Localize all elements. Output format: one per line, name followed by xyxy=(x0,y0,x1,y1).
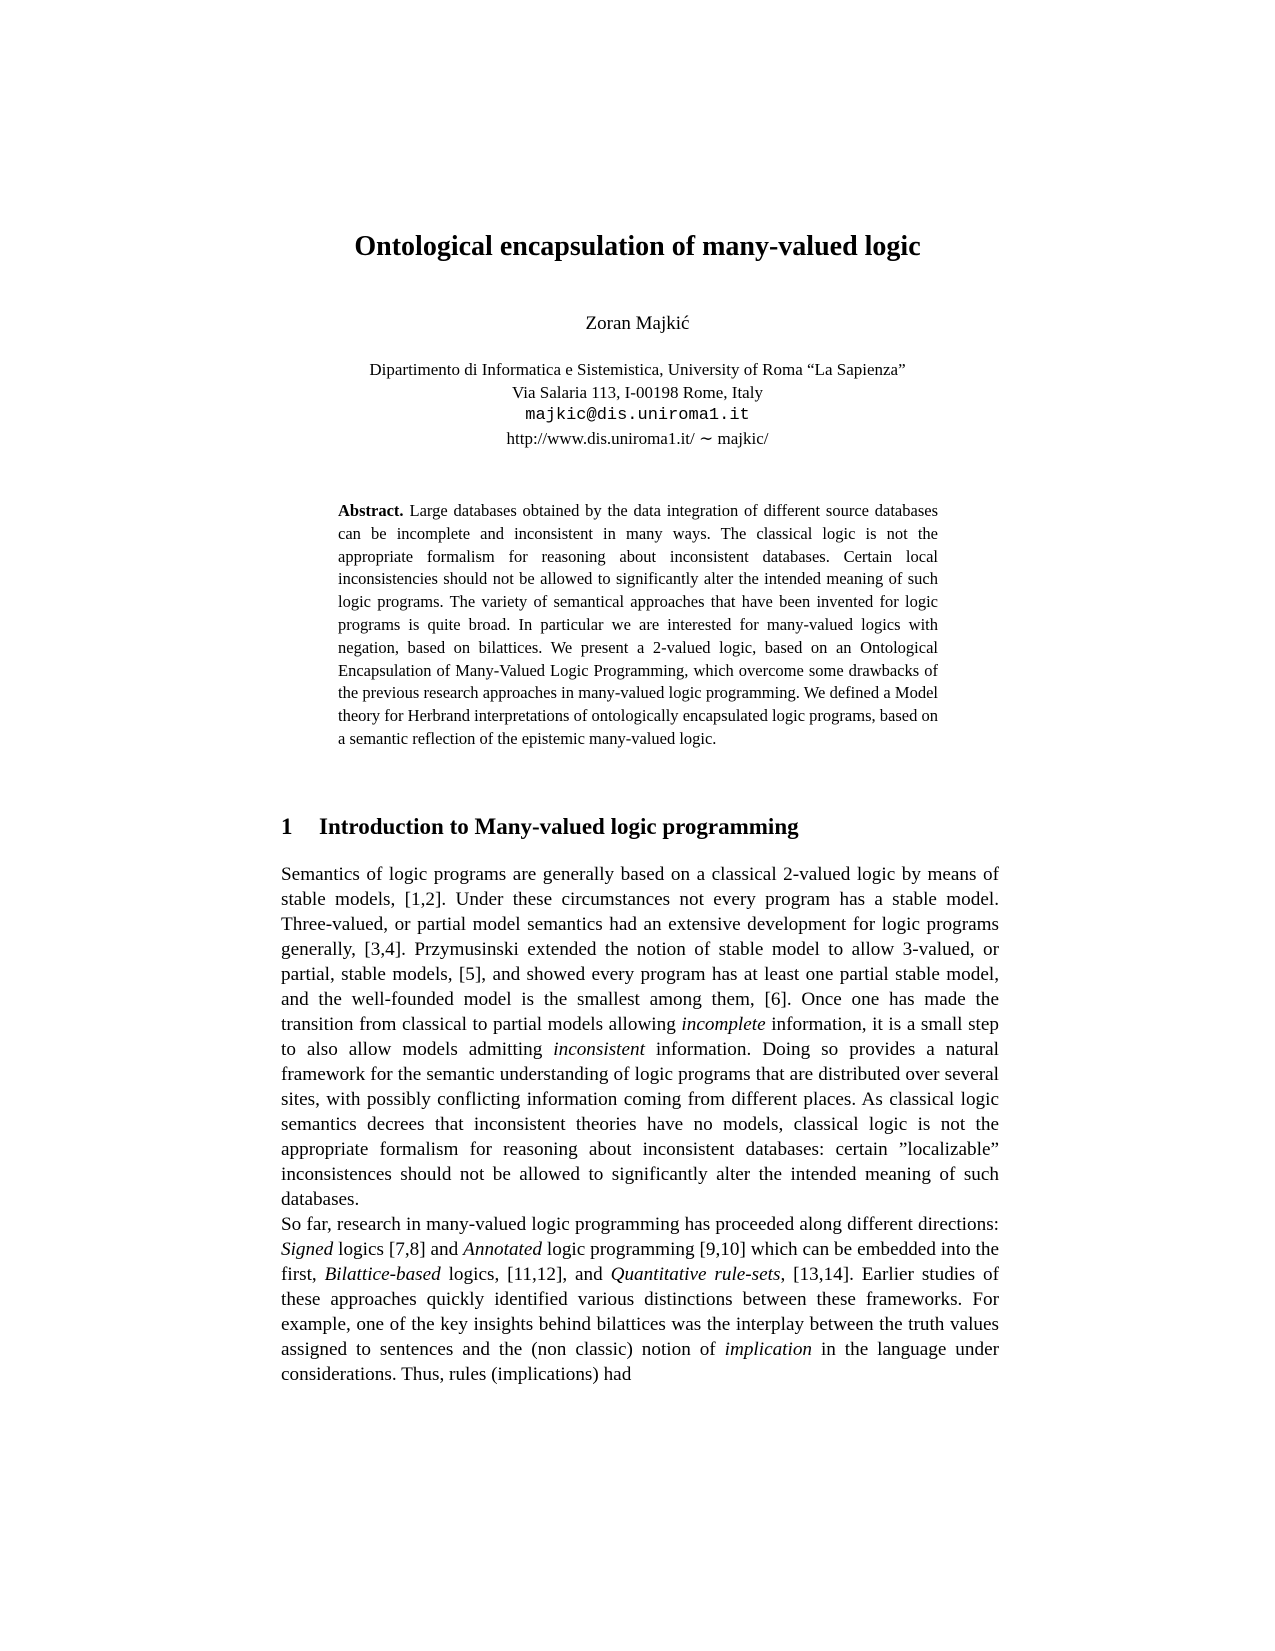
abstract-label: Abstract. xyxy=(338,501,404,520)
text-run: in the language under considerations. Thus, rules (implications) had xyxy=(281,1339,999,1385)
author-url[interactable]: http://www.dis.uniroma1.it/ ∼ majkic/ xyxy=(506,429,769,448)
section-title: Introduction to Many-valued logic programming xyxy=(319,814,799,839)
author-email[interactable]: majkic@dis.uniroma1.it xyxy=(525,406,750,425)
text-run: logics [7,8] and xyxy=(333,1239,464,1260)
paragraph xyxy=(281,1212,999,1387)
abstract xyxy=(338,500,938,751)
text-run: logics, [11,12], and xyxy=(440,1264,611,1285)
affiliation-department: Dipartimento di Informatica e Sistemistica, University of Roma “La Sapienza” xyxy=(369,360,906,379)
affiliation-address: Via Salaria 113, I-00198 Rome, Italy xyxy=(512,383,763,402)
emphasis: incomplete xyxy=(681,1014,766,1035)
text-run: So far, research in many-valued logic programming has proceeded along different directions: xyxy=(281,1214,999,1235)
text-run: , [13,14]. Earlier studies of these approaches quickly identified various distinctions between these frameworks. For example, one of the key insights behind bilattices was the interplay between the truth values assigned to sentences and the (non classic) notion of xyxy=(281,1264,999,1360)
emphasis: inconsistent xyxy=(553,1039,645,1060)
section-heading xyxy=(281,812,799,842)
emphasis: Annotated xyxy=(463,1239,542,1260)
affiliation-block xyxy=(0,358,1275,450)
section-body xyxy=(281,862,999,1387)
text-run: Semantics of logic programs are generally based on a classical 2-valued logic by means of stable models, [1,2]. Under these circumstances not every program has a stable model. Three-valued, or partial model semantics had an extensive development for logic programs generally, [3,4]. Przymusinski extended the notion of stable model to allow 3-valued, or partial, stable models, [5], and showed every program has at least one partial stable model, and the well-founded model is the smallest among them, [6]. Once one has made the transition from classical to partial models allowing xyxy=(281,864,999,1035)
emphasis: Bilattice-based xyxy=(324,1264,441,1285)
text-run: information. Doing so provides a natural framework for the semantic understanding of logic programs that are distributed over several sites, with possibly conflicting information coming from different places. As classical logic semantics decrees that inconsistent theories have no models, classical logic is not the appropriate formalism for reasoning about inconsistent databases: certain ”localizable” inconsistences should not be allowed to significantly alter the intended meaning of such databases. xyxy=(281,1039,1000,1210)
abstract-text: Large databases obtained by the data integration of different source databases can be incomplete and inconsistent in many ways. The classical logic is not the appropriate formalism for reasoning about inconsistent databases. Certain local inconsistencies should not be allowed to significantly alter the intended meaning of such logic programs. The variety of semantical approaches that have been invented for logic programs is quite broad. In particular we are interested for many-valued logics with negation, based on bilattices. We present a 2-valued logic, based on an Ontological Encapsulation of Many-Valued Logic Programming, which overcome some drawbacks of the previous research approaches in many-valued logic programming. We defined a Model theory for Herbrand interpretations of ontologically encapsulated logic programs, based on a semantic reflection of the epistemic many-valued logic. xyxy=(338,501,938,748)
paper-title: Ontological encapsulation of many-valued logic xyxy=(354,231,921,262)
text-run: information, it is a small step to also allow models admitting xyxy=(281,1014,999,1060)
paragraph xyxy=(281,862,999,1212)
emphasis: implication xyxy=(724,1339,813,1360)
section-number: 1 xyxy=(281,814,293,839)
emphasis: Quantitative rule-sets xyxy=(610,1264,781,1285)
text-run: logic programming [9,10] which can be embedded into the first, xyxy=(281,1239,999,1285)
author-name: Zoran Majkić xyxy=(585,313,690,334)
emphasis: Signed xyxy=(281,1239,334,1260)
